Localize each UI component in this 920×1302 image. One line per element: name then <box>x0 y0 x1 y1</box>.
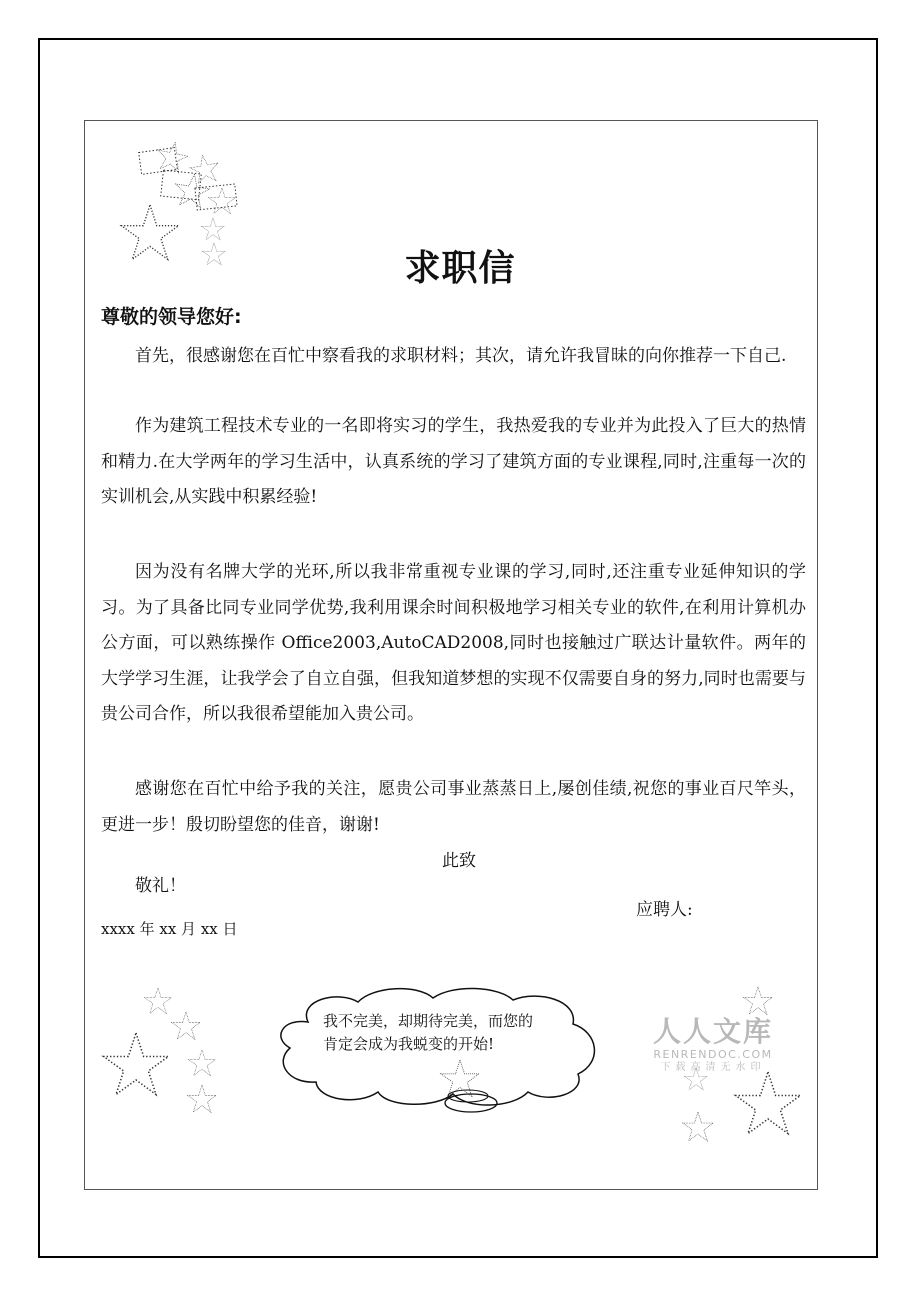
star-outline-icon <box>188 1085 217 1112</box>
paragraph-text: 首先，很感谢您在百忙中察看我的求职材料；其次，请允许我冒昧的向你推荐一下自己. <box>135 346 787 366</box>
star-outline-icon <box>154 139 190 174</box>
star-outline-icon <box>202 218 225 240</box>
applicant-label: 应聘人: <box>636 900 693 920</box>
star-outline-icon <box>736 1072 801 1134</box>
salutation: 尊敬的领导您好: <box>101 306 242 328</box>
star-outline-icon <box>744 987 773 1014</box>
cloud-callout-text: 我不完美，却期待完美，而您的肯定会成为我蜕变的开始! <box>323 1012 534 1053</box>
star-cluster-bottom-right <box>676 980 806 1150</box>
star-outline-icon <box>683 1112 713 1141</box>
watermark-tagline: 下载高清无水印 <box>660 1062 766 1073</box>
paragraph-major <box>101 409 806 516</box>
star-outline-icon <box>189 1050 216 1075</box>
star-outline-icon <box>188 153 221 185</box>
star-outline-icon <box>209 188 236 213</box>
regards-phrase: 敬礼！ <box>135 876 186 896</box>
star-outline-icon <box>173 172 211 209</box>
watermark-logo: 人人文库 <box>652 1015 773 1048</box>
watermark-url: RENRENDOC.COM <box>653 1048 773 1061</box>
paragraph-text: 作为建筑工程技术专业的一名即将实习的学生，我热爱我的专业并为此投入了巨大的热情和精力.在大学两年的学习生活中，认真系统的学习了建筑方面的专业课程,同时,注重每一次的实训机会,从实践中积累经验! <box>101 416 806 507</box>
paragraph-skills <box>101 555 806 733</box>
star-outline-icon <box>172 1012 201 1039</box>
date-line: xxxx 年 xx 月 xx 日 <box>101 920 238 938</box>
star-outline-icon <box>104 1033 169 1095</box>
page-title: 求职信 <box>404 248 516 289</box>
paragraph-intro <box>101 339 806 375</box>
star-cluster-bottom-left <box>98 982 228 1122</box>
closing-phrase: 此致 <box>442 851 476 871</box>
star-outline-icon <box>145 988 172 1013</box>
paragraph-text: 感谢您在百忙中给予我的关注，愿贵公司事业蒸蒸日上,屡创佳绩,祝您的事业百尺竿头，更进一步！殷切盼望您的佳音，谢谢! <box>101 779 806 835</box>
paragraph-thanks <box>101 772 806 843</box>
star-outline-icon <box>685 1068 708 1090</box>
paragraph-text: 因为没有名牌大学的光环,所以我非常重视专业课的学习,同时,还注重专业延伸知识的学习。为了具备比同专业同学优势,我利用课余时间积极地学习相关专业的软件,在利用计算机办公方面，可以熟练操作 Office2003,AutoCAD2008,同时也接触过广联达计量软件。两年的大学学习生涯，让我学会了自立自强，但我知道梦想的实现不仅需要自身的努力,同时也需要与贵公司合作，所以我很希望能加入贵公司。 <box>101 562 806 724</box>
